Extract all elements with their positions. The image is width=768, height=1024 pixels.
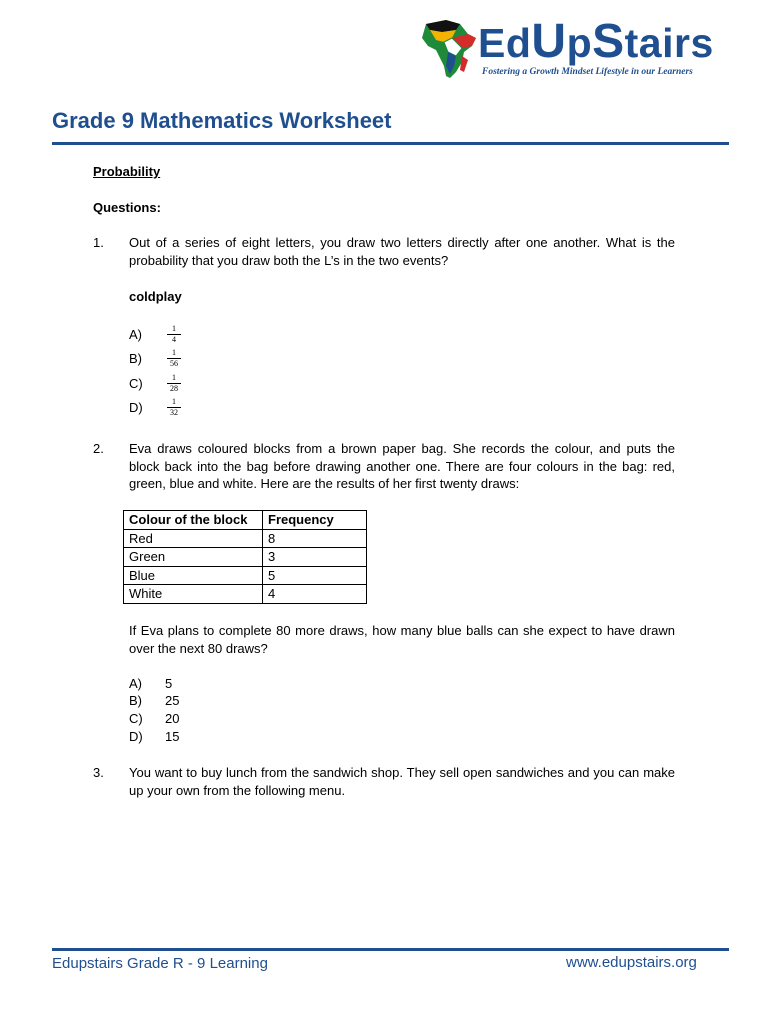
table-row (124, 548, 367, 567)
table-cell-frequency: 8 (263, 529, 367, 548)
brand-tagline: Fostering a Growth Mindset Lifestyle in our Learners (482, 67, 693, 77)
q1-option-a-fraction: 1 4 (166, 325, 182, 344)
brand-name: EdUpStairs (478, 15, 714, 68)
question-2-followup: If Eva plans to complete 80 more draws, how many blue balls can she expect to have drawn over the next 80 draws? (129, 623, 675, 656)
table-cell-frequency: 5 (263, 566, 367, 585)
question-2-number: 2. (93, 441, 104, 456)
footer-left-text: Edupstairs Grade R - 9 Learning (52, 955, 268, 972)
q2-option-b-value: 25 (165, 693, 180, 708)
q2-option-c-value: 20 (165, 711, 180, 726)
question-1-number: 1. (93, 235, 104, 250)
table-header-frequency: Frequency (263, 511, 367, 530)
footer-divider (52, 948, 729, 951)
table-cell-colour: Blue (124, 566, 263, 585)
title-divider (52, 142, 729, 145)
q1-option-b-label: B) (129, 351, 142, 366)
table-row (124, 566, 367, 585)
question-1-text: Out of a series of eight letters, you draw two letters directly after one another. What is the probability that you draw both the L’s in the two events? (129, 235, 675, 268)
q2-option-a-value: 5 (165, 676, 173, 691)
table-cell-colour: Green (124, 548, 263, 567)
q2-option-b-label: B) (129, 693, 142, 708)
section-heading: Probability (93, 164, 161, 179)
frequency-table (123, 510, 367, 604)
question-3-number: 3. (93, 765, 104, 780)
q2-option-d-value: 15 (165, 729, 180, 744)
q1-option-c-fraction: 1 28 (166, 374, 182, 393)
table-cell-colour: White (124, 585, 263, 604)
table-header-row (124, 511, 367, 530)
edupstairs-logo (414, 14, 732, 84)
table-cell-colour: Red (124, 529, 263, 548)
q2-option-a-label: A) (129, 676, 142, 691)
q1-option-d-fraction: 1 32 (166, 398, 182, 417)
q1-option-d-label: D) (129, 400, 143, 415)
questions-heading: Questions: (93, 200, 161, 215)
africa-map-icon (416, 16, 482, 82)
table-header-colour: Colour of the block (124, 511, 263, 530)
footer-website-link[interactable]: www.edupstairs.org (566, 954, 697, 971)
q1-option-a-label: A) (129, 327, 142, 342)
q1-option-c-label: C) (129, 376, 143, 391)
q1-option-b-fraction: 1 56 (166, 349, 182, 368)
table-row (124, 585, 367, 604)
table-cell-frequency: 3 (263, 548, 367, 567)
question-2-text: Eva draws coloured blocks from a brown paper bag. She records the colour, and puts the block back into the bag before drawing another one. There are four colours in the bag: red, green, blue and white. Here are the results of her first twenty draws: (129, 441, 675, 491)
q2-option-c-label: C) (129, 711, 143, 726)
question-1-word: coldplay (129, 289, 182, 304)
q2-option-d-label: D) (129, 729, 143, 744)
table-row (124, 529, 367, 548)
page-title: Grade 9 Mathematics Worksheet (52, 108, 392, 133)
table-cell-frequency: 4 (263, 585, 367, 604)
question-3-text: You want to buy lunch from the sandwich shop. They sell open sandwiches and you can make up your own from the following menu. (129, 765, 675, 798)
